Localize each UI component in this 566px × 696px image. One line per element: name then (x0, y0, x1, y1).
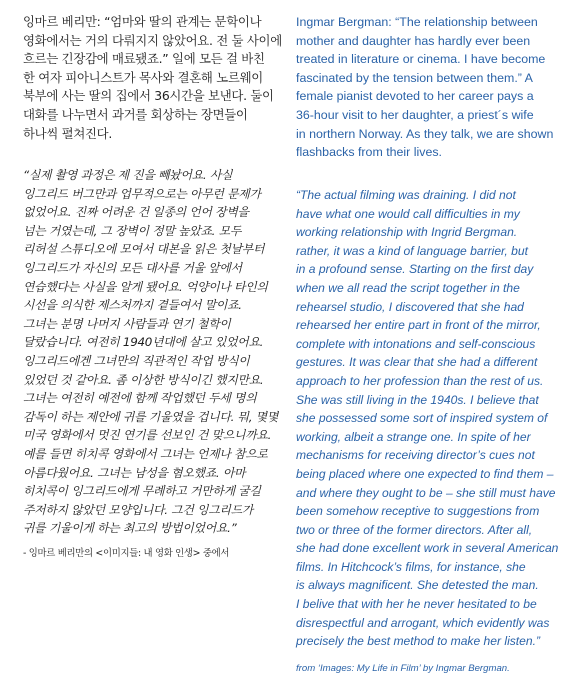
text-line: 있었던 것 같아요. 좀 이상한 방식이긴 했지만요. (23, 372, 264, 387)
text-line: 감독이 하는 제안에 귀를 기울였을 겁니다. 뭐, 몇몇 (23, 409, 279, 424)
text-line: in northern Norway. As they talk, we are shown (296, 126, 554, 141)
text-line: 잉그리드 버그만과 업무적으로는 아무런 문제가 (23, 186, 261, 201)
text-line: 잉그리드에겐 그녀만의 직관적인 작업 방식이 (23, 353, 250, 368)
text-line: 북부에 사는 딸의 집에서 36시간을 보낸다. 둘이 (23, 88, 274, 104)
text-line: 없었어요. 진짜 어려운 건 일종의 언어 장벽을 (23, 205, 249, 220)
text-line: 잉그리드가 자신의 모든 대사를 거울 앞에서 (23, 260, 242, 275)
text-line: 시선을 의식한 제스처까지 곁들여서 말이죠. (23, 298, 242, 313)
text-line: 히치콕이 잉그리드에게 무례하고 거만하게 굴길 (23, 484, 261, 499)
text-line: 연습했다는 사실을 알게 됐어요. 억양이나 타인의 (23, 279, 268, 294)
text-line: disrespectful and arrogant, which evidently was (296, 615, 550, 630)
text-line: gestures. It was clear that she had a different (296, 355, 538, 370)
text-line: and where they ought to be – she still must have (296, 485, 556, 500)
text-line: 대화를 나누면서 과거를 회상하는 장면들이 (23, 106, 248, 122)
text-line: 넘는 거였는데, 그 장벽이 정말 높았죠. 모두 (23, 223, 242, 238)
text-line: 달랐습니다. 여전히 1940년대에 살고 있었어요. (23, 335, 264, 350)
text-line: she possessed some sort of inspired system of (296, 411, 548, 426)
english-source-citation: from ‘Images: My Life in Film’ by Ingmar Bergman. (296, 663, 510, 674)
text-line: 예를 들면 히치콕 영화에서 그녀는 언제나 참으로 (23, 446, 268, 461)
text-line: approach to her profession than the rest of us. (296, 373, 544, 388)
text-line: 아름다웠어요. 그녀는 남성을 혐오했죠. 아마 (23, 465, 246, 480)
text-line: 잉마르 베리만: “엄마와 딸의 관계는 문학이나 (23, 14, 262, 29)
text-line: 그녀는 여전히 예전에 함께 작업했던 두세 명의 (23, 391, 257, 406)
text-line: mother and daughter has hardly ever been (296, 33, 531, 48)
text-line: female pianist devoted to her career pays a (296, 89, 534, 104)
text-line: two or three of the former directors. After all, (296, 522, 533, 537)
english-quote-paragraph (296, 186, 559, 651)
korean-quote-paragraph (23, 166, 279, 538)
text-line: 그녀는 분명 나머지 사람들과 연기 철학이 (23, 316, 231, 331)
english-intro-paragraph (296, 13, 554, 162)
text-line: 하나씩 펼쳐진다. (23, 125, 112, 141)
text-line: mechanisms for receiving director’s cues not (296, 448, 535, 463)
text-line: have what one would call difficulties in my (296, 206, 520, 221)
text-line: being placed where one expected to find them – (296, 466, 554, 481)
text-line: films. In Hitchcock’s films, for instance, she (296, 559, 526, 574)
korean-intro-paragraph (23, 13, 282, 143)
text-line: “실제 촬영 과정은 제 진을 빼놨어요. 사실 (23, 168, 233, 182)
text-line: 흐르는 긴장감에 매료됐죠.” 일에 모든 걸 바친 (23, 51, 265, 67)
text-line: 리허설 스튜디오에 모여서 대본을 읽은 첫날부터 (23, 242, 265, 257)
text-line: complete with intonations and self-conscious (296, 336, 536, 351)
text-line: She was still living in the 1940s. I believe that (296, 392, 539, 407)
text-line: 영화에서는 거의 다뤄지지 않았어요. 전 둘 사이에 (23, 32, 282, 48)
text-line: 주저하지 않았던 모양입니다. 그건 잉그리드가 (23, 502, 253, 517)
text-line: treated in literature or cinema. I have become (296, 52, 546, 67)
text-line: rather, it was a kind of language barrier, but (296, 243, 528, 258)
text-line: rehearsed her entire part in front of the mirror, (296, 318, 541, 333)
text-line: been somehow receptive to suggestions from (296, 504, 540, 519)
text-line: I belive that with her he never hesitated to be (296, 597, 537, 612)
text-line: rehearsel studio, I discovered that she had (296, 299, 524, 314)
text-line: working relationship with Ingrid Bergman. (296, 225, 518, 240)
korean-source-citation: - 잉마르 베리만의 <이미지들: 내 영화 인생> 중에서 (23, 548, 230, 559)
text-line: fascinated by the tension between them.” A (296, 70, 533, 85)
text-line: working, albeit a strange one. In spite of her (296, 429, 531, 444)
text-line: 귀를 기울이게 하는 최고의 방법이었어요.” (23, 521, 237, 536)
text-line: precisely the best method to make her listen.” (296, 634, 541, 649)
text-line: in a profound sense. Starting on the first day (296, 262, 534, 277)
text-line: she had done excellent work in several American (296, 541, 559, 556)
text-line: 36-hour visit to her daughter, a priest´s wife (296, 107, 534, 122)
text-line: “The actual filming was draining. I did not (296, 188, 516, 202)
text-line: is always magnificent. She detested the man. (296, 578, 539, 593)
text-line: 미국 영화에서 멋진 연기를 선보인 건 맞으니까요. (23, 428, 272, 443)
text-line: 한 여자 피아니스트가 목사와 결혼해 노르웨이 (23, 69, 263, 85)
text-line: when we all read the script together in the (296, 280, 520, 295)
text-line: flashbacks from their lives. (296, 145, 442, 160)
text-line: Ingmar Bergman: “The relationship between (296, 15, 538, 29)
